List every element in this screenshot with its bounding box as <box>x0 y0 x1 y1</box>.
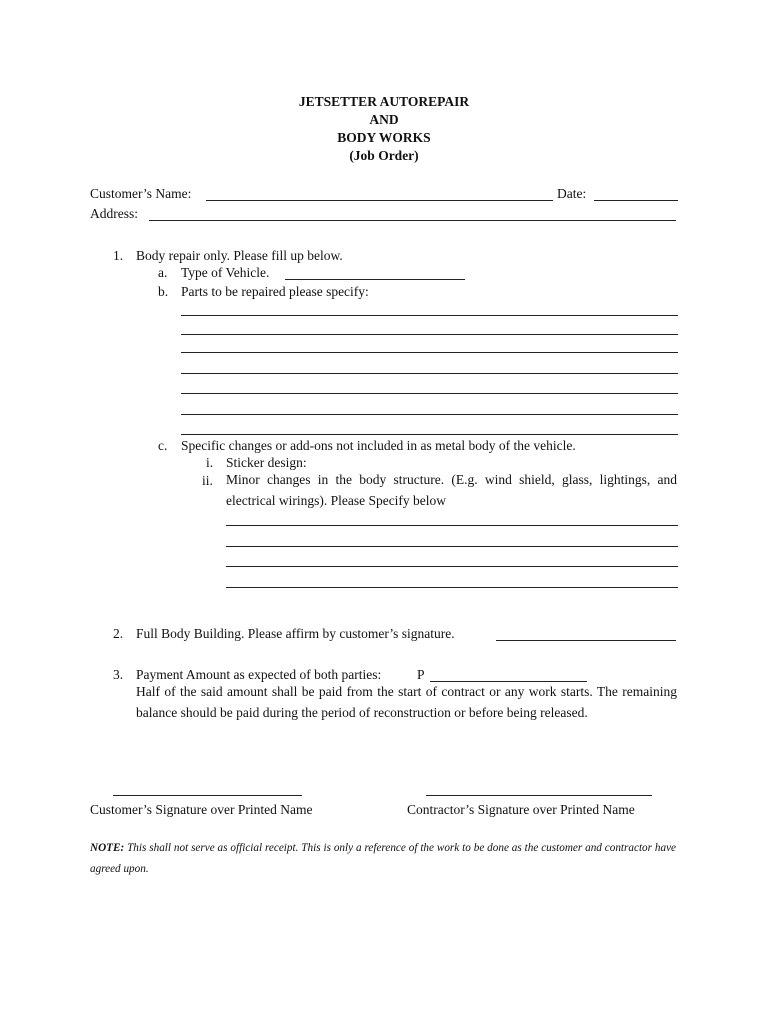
item-1-text: Body repair only. Please fill up below. <box>136 248 343 263</box>
item-3-paragraph: Half of the said amount shall be paid from the start of contract or any work starts. The remaining balance should be paid during the period of reconstruction or before being released. <box>136 684 677 720</box>
note-label: NOTE: <box>90 842 125 854</box>
parts-line-1[interactable] <box>181 315 678 316</box>
changes-line-3[interactable] <box>226 566 678 567</box>
parts-line-4[interactable] <box>181 373 678 374</box>
item-1c-ii-text: Minor changes in the body structure. (E.g. wind shield, glass, lightings, and electrical wirings). Please Specify below <box>226 472 677 508</box>
address-line[interactable] <box>149 220 676 221</box>
changes-line-1[interactable] <box>226 525 678 526</box>
parts-line-7[interactable] <box>181 434 678 435</box>
vehicle-type-line[interactable] <box>285 279 465 280</box>
parts-line-5[interactable] <box>181 393 678 394</box>
payment-currency: P <box>417 667 425 682</box>
parts-line-2[interactable] <box>181 334 678 335</box>
full-body-signature-line[interactable] <box>496 640 676 641</box>
title-job-order: (Job Order) <box>349 148 419 163</box>
contractor-signature-line[interactable] <box>426 795 652 796</box>
date-label: Date: <box>557 186 587 201</box>
item-1c-label: c. <box>158 438 168 453</box>
item-1a-label: a. <box>158 265 168 280</box>
contractor-signature-label: Contractor’s Signature over Printed Name <box>407 802 635 817</box>
customer-name-line[interactable] <box>206 200 553 201</box>
item-1b-label: b. <box>158 284 169 299</box>
item-1c-i-text: Sticker design: <box>226 455 307 470</box>
item-3-text: Payment Amount as expected of both parties: <box>136 667 382 682</box>
parts-line-3[interactable] <box>181 352 678 353</box>
customer-name-label: Customer’s Name: <box>90 186 192 201</box>
parts-line-6[interactable] <box>181 414 678 415</box>
note <box>90 838 676 880</box>
customer-signature-line[interactable] <box>113 795 302 796</box>
customer-signature-label: Customer’s Signature over Printed Name <box>90 802 313 817</box>
title-company: JETSETTER AUTOREPAIR <box>298 94 470 109</box>
item-1a-text: Type of Vehicle. <box>181 265 270 280</box>
note-text: This shall not serve as official receipt. This is only a reference of the work to be done as the customer and contractor have agreed upon. <box>90 842 677 875</box>
changes-line-4[interactable] <box>226 587 678 588</box>
item-1c-ii-label: ii. <box>202 473 213 488</box>
item-1c-i-label: i. <box>206 455 214 470</box>
item-1-number: 1. <box>113 248 124 263</box>
title-body-works: BODY WORKS <box>337 130 431 145</box>
item-1b-text: Parts to be repaired please specify: <box>181 284 369 299</box>
item-2-text: Full Body Building. Please affirm by customer’s signature. <box>136 626 455 641</box>
item-2-number: 2. <box>113 626 124 641</box>
address-label: Address: <box>90 206 138 221</box>
item-1c-text: Specific changes or add-ons not included in as metal body of the vehicle. <box>181 438 576 453</box>
title-and: AND <box>369 112 399 127</box>
date-line[interactable] <box>594 200 678 201</box>
changes-line-2[interactable] <box>226 546 678 547</box>
item-3-number: 3. <box>113 667 124 682</box>
